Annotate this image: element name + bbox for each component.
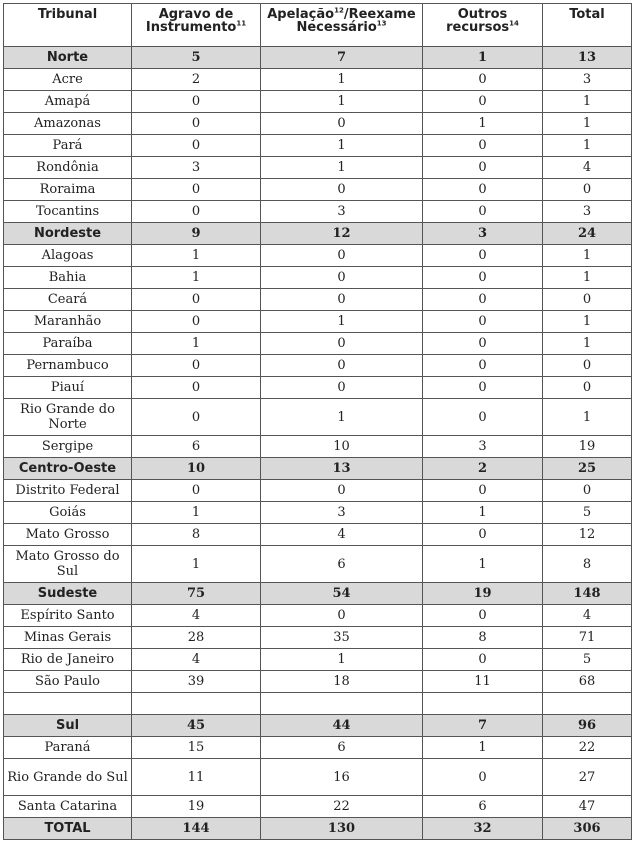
cell-agravo: 5 xyxy=(132,47,261,69)
cell-total: 24 xyxy=(543,223,632,245)
table-row xyxy=(4,759,632,796)
cell-agravo: 8 xyxy=(132,524,261,546)
cell-total: 148 xyxy=(543,583,632,605)
cell-total: 5 xyxy=(543,502,632,524)
table-row xyxy=(4,69,632,91)
cell-outros: 0 xyxy=(423,399,543,436)
header-agravo: Agravo de Instrumento$^{11}$ xyxy=(132,4,261,47)
table-row xyxy=(4,524,632,546)
cell-apelacao: 6 xyxy=(261,546,423,583)
cell-agravo: 6 xyxy=(132,436,261,458)
cell-total: 0 xyxy=(543,289,632,311)
table-row xyxy=(4,179,632,201)
cell-total: 19 xyxy=(543,436,632,458)
cell-name: Minas Gerais xyxy=(4,627,132,649)
cell-name: Tocantins xyxy=(4,201,132,223)
tribunal-table xyxy=(3,3,632,840)
cell-name: Rio de Janeiro xyxy=(4,649,132,671)
cell-total: 1 xyxy=(543,245,632,267)
cell-name xyxy=(4,693,132,715)
table-row xyxy=(4,91,632,113)
cell-name: Goiás xyxy=(4,502,132,524)
cell-outros: 1 xyxy=(423,546,543,583)
cell-total: 5 xyxy=(543,649,632,671)
table-row xyxy=(4,502,632,524)
cell-outros: 0 xyxy=(423,480,543,502)
table-row xyxy=(4,333,632,355)
header-total: Total xyxy=(543,4,632,47)
cell-outros xyxy=(423,693,543,715)
table-row xyxy=(4,436,632,458)
cell-total xyxy=(543,693,632,715)
table-row xyxy=(4,135,632,157)
region-row xyxy=(4,458,632,480)
cell-apelacao: 1 xyxy=(261,399,423,436)
cell-apelacao: 1 xyxy=(261,135,423,157)
cell-apelacao: 130 xyxy=(261,818,423,840)
cell-total: 0 xyxy=(543,355,632,377)
cell-total: 3 xyxy=(543,201,632,223)
cell-apelacao: 13 xyxy=(261,458,423,480)
cell-apelacao: 0 xyxy=(261,289,423,311)
cell-outros: 6 xyxy=(423,796,543,818)
total-row xyxy=(4,818,632,840)
cell-apelacao: 10 xyxy=(261,436,423,458)
cell-outros: 3 xyxy=(423,436,543,458)
cell-apelacao: 44 xyxy=(261,715,423,737)
region-row xyxy=(4,223,632,245)
cell-apelacao: 0 xyxy=(261,377,423,399)
cell-name: Paraná xyxy=(4,737,132,759)
table-row xyxy=(4,737,632,759)
cell-agravo: 0 xyxy=(132,311,261,333)
cell-name: Acre xyxy=(4,69,132,91)
table-row xyxy=(4,355,632,377)
cell-name: Santa Catarina xyxy=(4,796,132,818)
cell-agravo: 9 xyxy=(132,223,261,245)
cell-outros: 0 xyxy=(423,179,543,201)
cell-agravo: 0 xyxy=(132,377,261,399)
cell-total: 1 xyxy=(543,333,632,355)
cell-outros: 0 xyxy=(423,201,543,223)
table-row xyxy=(4,546,632,583)
cell-apelacao: 0 xyxy=(261,480,423,502)
cell-name: Distrito Federal xyxy=(4,480,132,502)
cell-agravo: 75 xyxy=(132,583,261,605)
cell-outros: 0 xyxy=(423,311,543,333)
table-row xyxy=(4,796,632,818)
cell-agravo: 1 xyxy=(132,502,261,524)
cell-apelacao: 3 xyxy=(261,502,423,524)
cell-agravo: 1 xyxy=(132,245,261,267)
cell-outros: 8 xyxy=(423,627,543,649)
cell-name: Rondônia xyxy=(4,157,132,179)
cell-apelacao: 18 xyxy=(261,671,423,693)
cell-total: 71 xyxy=(543,627,632,649)
cell-name: Amapá xyxy=(4,91,132,113)
cell-agravo: 2 xyxy=(132,69,261,91)
cell-name: Espírito Santo xyxy=(4,605,132,627)
cell-apelacao: 6 xyxy=(261,737,423,759)
cell-name: Mato Grosso do Sul xyxy=(4,546,132,583)
cell-name: Bahia xyxy=(4,267,132,289)
cell-total: 4 xyxy=(543,157,632,179)
cell-outros: 0 xyxy=(423,289,543,311)
cell-name: Roraima xyxy=(4,179,132,201)
cell-apelacao: 0 xyxy=(261,113,423,135)
table-row xyxy=(4,311,632,333)
cell-name: Rio Grande do Sul xyxy=(4,759,132,796)
table-row xyxy=(4,480,632,502)
cell-agravo: 10 xyxy=(132,458,261,480)
cell-total: 1 xyxy=(543,91,632,113)
cell-total: 68 xyxy=(543,671,632,693)
cell-outros: 0 xyxy=(423,91,543,113)
cell-agravo: 1 xyxy=(132,546,261,583)
cell-total: 47 xyxy=(543,796,632,818)
table-row xyxy=(4,267,632,289)
cell-apelacao: 1 xyxy=(261,91,423,113)
cell-agravo: 4 xyxy=(132,649,261,671)
cell-agravo: 28 xyxy=(132,627,261,649)
cell-outros: 1 xyxy=(423,47,543,69)
cell-outros: 0 xyxy=(423,157,543,179)
cell-agravo: 0 xyxy=(132,91,261,113)
cell-total: 22 xyxy=(543,737,632,759)
cell-apelacao: 54 xyxy=(261,583,423,605)
cell-total: 306 xyxy=(543,818,632,840)
cell-name: Sudeste xyxy=(4,583,132,605)
cell-agravo: 19 xyxy=(132,796,261,818)
cell-outros: 0 xyxy=(423,135,543,157)
cell-name: Norte xyxy=(4,47,132,69)
cell-apelacao: 0 xyxy=(261,245,423,267)
cell-apelacao xyxy=(261,693,423,715)
cell-total: 8 xyxy=(543,546,632,583)
cell-apelacao: 1 xyxy=(261,69,423,91)
cell-total: 96 xyxy=(543,715,632,737)
cell-apelacao: 7 xyxy=(261,47,423,69)
cell-apelacao: 4 xyxy=(261,524,423,546)
cell-agravo: 39 xyxy=(132,671,261,693)
table-row xyxy=(4,157,632,179)
cell-total: 1 xyxy=(543,267,632,289)
cell-apelacao: 0 xyxy=(261,333,423,355)
cell-outros: 0 xyxy=(423,377,543,399)
cell-name: Mato Grosso xyxy=(4,524,132,546)
cell-outros: 0 xyxy=(423,524,543,546)
cell-agravo: 144 xyxy=(132,818,261,840)
cell-outros: 0 xyxy=(423,649,543,671)
cell-name: Piauí xyxy=(4,377,132,399)
cell-name: Pernambuco xyxy=(4,355,132,377)
header-row xyxy=(4,4,632,47)
cell-name: Amazonas xyxy=(4,113,132,135)
table-row xyxy=(4,245,632,267)
cell-outros: 0 xyxy=(423,245,543,267)
cell-total: 13 xyxy=(543,47,632,69)
cell-outros: 1 xyxy=(423,737,543,759)
cell-outros: 3 xyxy=(423,223,543,245)
cell-total: 0 xyxy=(543,179,632,201)
cell-agravo: 1 xyxy=(132,267,261,289)
cell-agravo: 1 xyxy=(132,333,261,355)
cell-apelacao: 0 xyxy=(261,355,423,377)
cell-apelacao: 3 xyxy=(261,201,423,223)
cell-total: 1 xyxy=(543,311,632,333)
cell-outros: 0 xyxy=(423,69,543,91)
cell-outros: 0 xyxy=(423,267,543,289)
cell-apelacao: 1 xyxy=(261,157,423,179)
cell-total: 1 xyxy=(543,399,632,436)
cell-total: 3 xyxy=(543,69,632,91)
cell-name: Maranhão xyxy=(4,311,132,333)
cell-outros: 0 xyxy=(423,759,543,796)
cell-name: TOTAL xyxy=(4,818,132,840)
cell-name: Nordeste xyxy=(4,223,132,245)
header-outros: Outros recursos$^{14}$ xyxy=(423,4,543,47)
header-apelacao: Apelação$^{12}$/Reexame Necessário$^{13}$ xyxy=(261,4,423,47)
cell-agravo: 0 xyxy=(132,480,261,502)
cell-name: São Paulo xyxy=(4,671,132,693)
cell-agravo: 0 xyxy=(132,355,261,377)
cell-outros: 0 xyxy=(423,355,543,377)
cell-total: 12 xyxy=(543,524,632,546)
cell-total: 0 xyxy=(543,480,632,502)
cell-total: 4 xyxy=(543,605,632,627)
cell-apelacao: 22 xyxy=(261,796,423,818)
cell-outros: 32 xyxy=(423,818,543,840)
cell-apelacao: 0 xyxy=(261,179,423,201)
cell-name: Sergipe xyxy=(4,436,132,458)
cell-name: Centro-Oeste xyxy=(4,458,132,480)
cell-name: Pará xyxy=(4,135,132,157)
cell-agravo: 45 xyxy=(132,715,261,737)
cell-apelacao: 0 xyxy=(261,267,423,289)
table-row xyxy=(4,201,632,223)
table-row xyxy=(4,399,632,436)
header-tribunal: Tribunal xyxy=(4,4,132,47)
cell-outros: 11 xyxy=(423,671,543,693)
blank-row xyxy=(4,693,632,715)
cell-apelacao: 1 xyxy=(261,311,423,333)
cell-apelacao: 35 xyxy=(261,627,423,649)
table-row xyxy=(4,289,632,311)
table-row xyxy=(4,377,632,399)
cell-total: 1 xyxy=(543,135,632,157)
cell-name: Sul xyxy=(4,715,132,737)
cell-name: Ceará xyxy=(4,289,132,311)
table-row xyxy=(4,649,632,671)
cell-outros: 2 xyxy=(423,458,543,480)
cell-agravo xyxy=(132,693,261,715)
cell-outros: 19 xyxy=(423,583,543,605)
cell-outros: 7 xyxy=(423,715,543,737)
region-row xyxy=(4,715,632,737)
cell-total: 27 xyxy=(543,759,632,796)
cell-outros: 1 xyxy=(423,113,543,135)
cell-agravo: 0 xyxy=(132,289,261,311)
region-row xyxy=(4,583,632,605)
cell-agravo: 3 xyxy=(132,157,261,179)
cell-name: Rio Grande do Norte xyxy=(4,399,132,436)
cell-apelacao: 0 xyxy=(261,605,423,627)
cell-agravo: 15 xyxy=(132,737,261,759)
cell-agravo: 0 xyxy=(132,135,261,157)
cell-apelacao: 1 xyxy=(261,649,423,671)
table-row xyxy=(4,671,632,693)
cell-agravo: 0 xyxy=(132,179,261,201)
cell-total: 1 xyxy=(543,113,632,135)
table-row xyxy=(4,113,632,135)
region-row xyxy=(4,47,632,69)
cell-outros: 0 xyxy=(423,605,543,627)
cell-outros: 0 xyxy=(423,333,543,355)
cell-apelacao: 16 xyxy=(261,759,423,796)
table-row xyxy=(4,627,632,649)
cell-outros: 1 xyxy=(423,502,543,524)
table-row xyxy=(4,605,632,627)
cell-total: 25 xyxy=(543,458,632,480)
cell-agravo: 0 xyxy=(132,399,261,436)
cell-agravo: 0 xyxy=(132,113,261,135)
cell-total: 0 xyxy=(543,377,632,399)
cell-agravo: 0 xyxy=(132,201,261,223)
cell-name: Paraíba xyxy=(4,333,132,355)
cell-agravo: 4 xyxy=(132,605,261,627)
cell-apelacao: 12 xyxy=(261,223,423,245)
cell-agravo: 11 xyxy=(132,759,261,796)
cell-name: Alagoas xyxy=(4,245,132,267)
